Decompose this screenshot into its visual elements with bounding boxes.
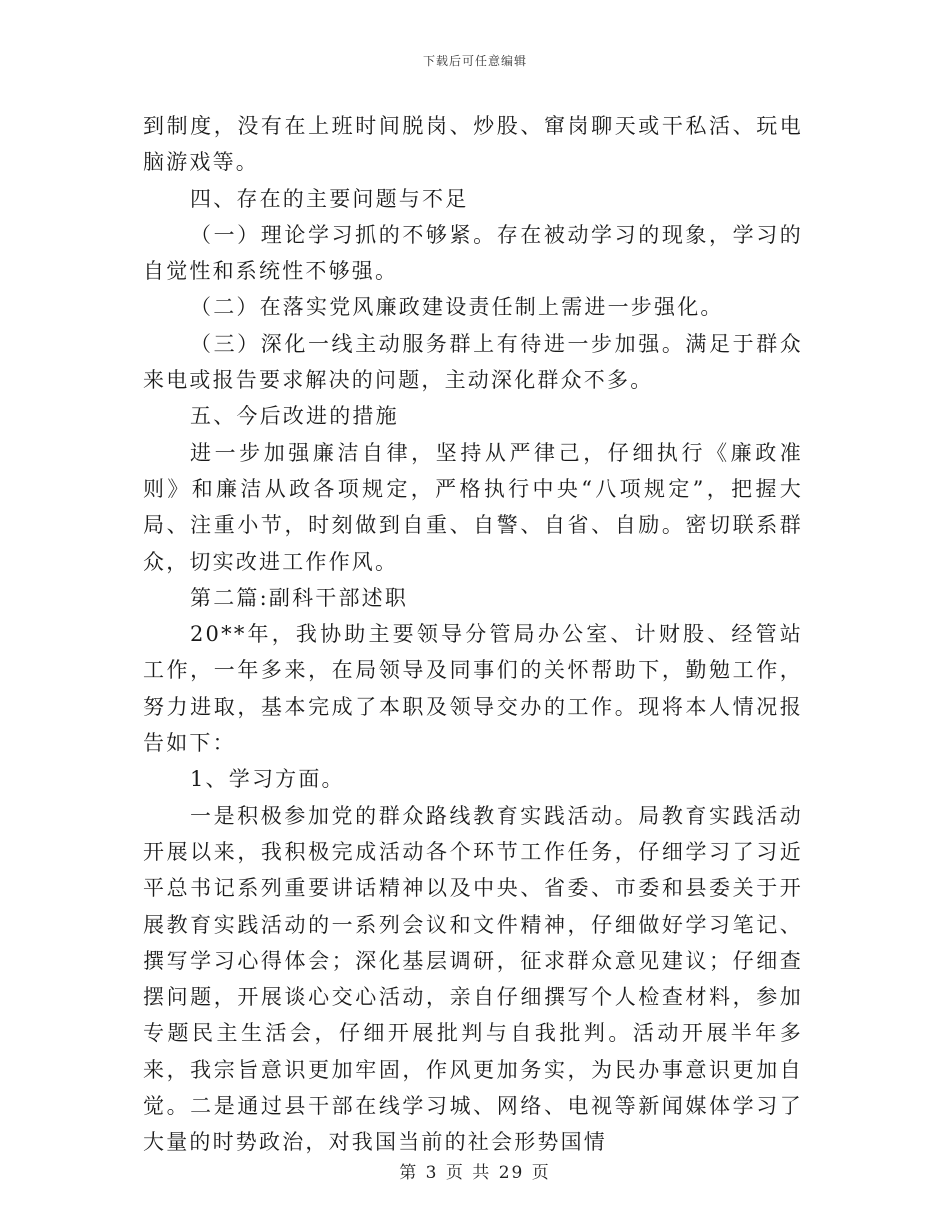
paragraph: 一是积极参加党的群众路线教育实践活动。局教育实践活动开展以来，我积极完成活动各个环节工作任务，仔细学习了习近平总书记系列重要讲话精神以及中央、省委、市委和县委关于开展教育实践活动的一系列会议和文件精神，仔细做好学习笔记、撰写学习心得体会；深化基层调研，征求群众意见建议；仔细查摆问题，开展谈心交心活动，亲自仔细撰写个人检查材料，参加专题民主生活会，仔细开展批判与自我批判。活动开展半年多来，我宗旨意识更加牢固，作风更加务实，为民办事意识更加自觉。二是通过县干部在线学习城、网络、电视等新闻媒体学习了大量的时势政治，对我国当前的社会形势国情 <box>143 803 803 1155</box>
document-body <box>143 108 803 1161</box>
page-number: 第 3 页 共 29 页 <box>399 1163 551 1183</box>
paragraph: （三）深化一线主动服务群上有待进一步加强。满足于群众来电或报告要求解决的问题，主动深化群众不多。 <box>143 331 803 393</box>
section-heading: 五、今后改进的措施 <box>190 404 399 429</box>
paragraph: 进一步加强廉洁自律，坚持从严律己，仔细执行《廉政准则》和廉洁从政各项规定，严格执行中央“八项规定”，把握大局、注重小节，时刻做到自重、自警、自省、自励。密切联系群众，切实改进工作作风。 <box>143 440 803 574</box>
paragraph: 20**年，我协助主要领导分管局办公室、计财股、经管站工作，一年多来，在局领导及同事们的关怀帮助下，勤勉工作，努力进取，基本完成了本职及领导交办的工作。现将本人情况报告如下： <box>143 622 803 756</box>
chapter-title: 第二篇:副科干部述职 <box>190 585 409 610</box>
paragraph: 到制度，没有在上班时间脱岗、炒股、窜岗聊天或干私活、玩电脑游戏等。 <box>143 114 803 175</box>
paragraph: （二）在落实党风廉政建设责任制上需进一步强化。 <box>190 295 724 320</box>
page-header: 下载后可任意编辑 <box>422 54 527 68</box>
paragraph: （一）理论学习抓的不够紧。存在被动学习的现象，学习的自觉性和系统性不够强。 <box>143 222 803 284</box>
section-heading: 1、学习方面。 <box>190 767 345 792</box>
section-heading: 四、存在的主要问题与不足 <box>190 186 469 211</box>
